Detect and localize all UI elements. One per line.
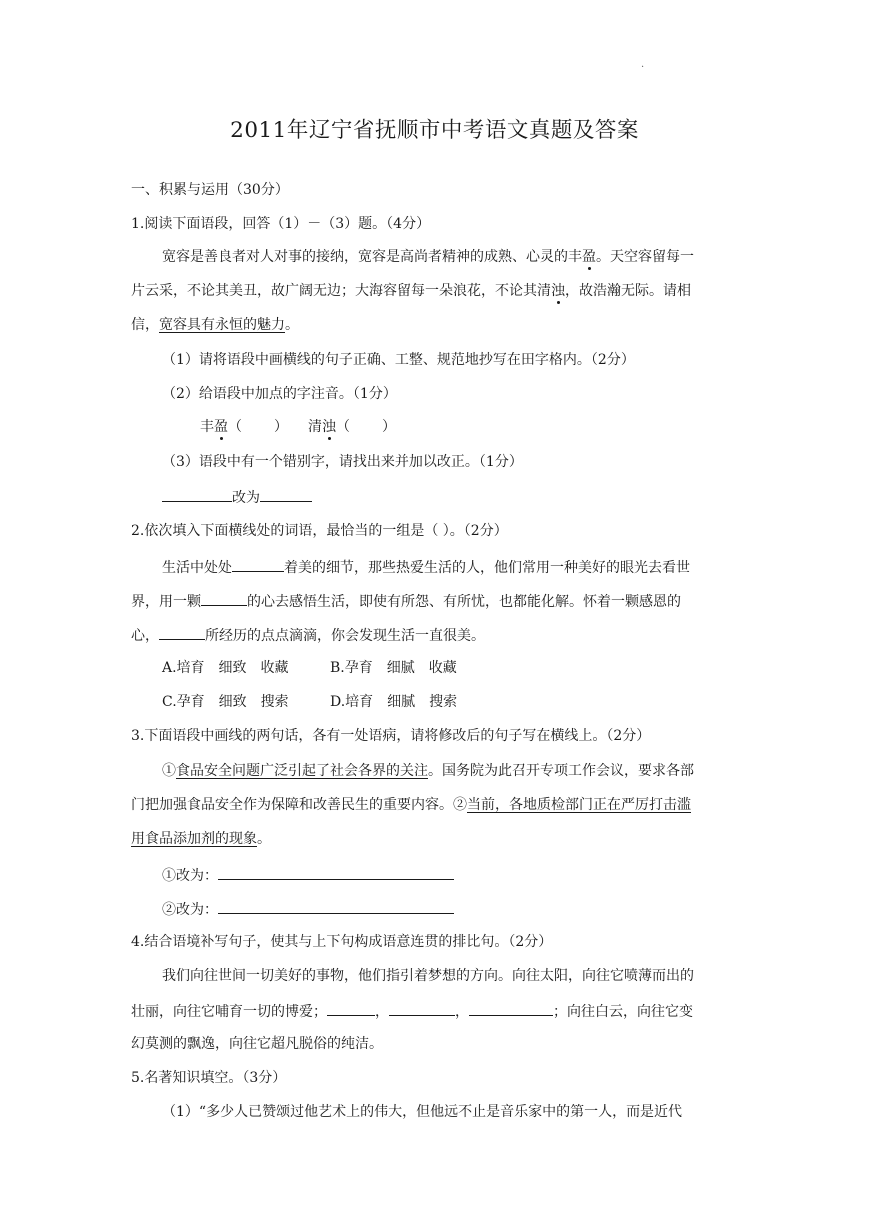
q1-passage-text: 宽容是善良者对人对事的接纳，宽容是高尚者精神的成熟、心灵的丰: [162, 249, 582, 265]
answer-blank[interactable]: [327, 1000, 375, 1016]
q1-sub1: （1）请将语段中画横线的句子正确、工整、规范地抄写在田字格内。（2分）: [162, 352, 635, 368]
dotted-char: 浊: [551, 283, 565, 299]
paren-close: ）: [274, 419, 288, 435]
q4-stem: 4.结合语境补写句子，使其与上下句构成语意连贯的排比句。（2分）: [131, 934, 553, 950]
answer-blank[interactable]: [162, 486, 232, 502]
corner-mark: ·: [641, 62, 645, 73]
q1-passage-line3: [131, 315, 299, 335]
q2-passage-line3: [131, 624, 485, 646]
q2-option-a[interactable]: A.培育 细致 收藏: [162, 660, 289, 676]
q4-text: ；向往白云，向往它变: [553, 1004, 693, 1020]
dotted-char: 盈: [214, 419, 228, 435]
q1-passage-text: 信，: [131, 317, 159, 333]
answer-blank[interactable]: [232, 556, 284, 572]
paren-open: （: [228, 419, 242, 435]
answer-blank[interactable]: [159, 624, 205, 640]
pinyin-word: 清: [308, 419, 322, 435]
q4-passage-line2: [131, 1000, 693, 1022]
q1-correction-row: [162, 486, 312, 508]
underlined-sentence: 宽容具有永恒的魅力: [159, 317, 285, 333]
underlined-sentence: 食品安全问题广泛引起了社会各界的关注: [176, 763, 428, 779]
q2-passage-line1: [162, 556, 690, 578]
paren-open: （: [336, 419, 350, 435]
q3-stem: [131, 726, 650, 746]
q4-text: 壮丽，向往它哺育一切的博爱；: [131, 1004, 327, 1020]
q1-passage-line2: [131, 281, 691, 301]
answer-blank[interactable]: [469, 1000, 553, 1016]
section-heading: 一、积累与运用（30分）: [131, 182, 289, 198]
q3-fix2-row: [162, 898, 454, 920]
underlined-sentence: 用食品添加剂的现象: [131, 831, 257, 847]
answer-line[interactable]: [218, 864, 454, 880]
q4-passage-line1: 我们向往世间一切美好的事物，他们指引着梦想的方向。向往太阳，向往它喷薄而出的: [162, 968, 694, 984]
q2-option-b[interactable]: B.孕育 细腻 收藏: [330, 660, 457, 676]
q1-sub3: （3）语段中有一个错别字，请找出来并加以改正。（1分）: [162, 454, 523, 470]
q3-text: ①: [162, 763, 176, 779]
q1-sub2: （2）给语段中加点的字注音。（1分）: [162, 386, 397, 402]
q3-text: 。: [257, 831, 271, 847]
pinyin-blanks: [200, 417, 396, 437]
page-title: 2011年辽宁省抚顺市中考语文真题及答案: [230, 118, 639, 143]
underlined-sentence: 当前，各地质检部门正在严厉打击滥: [467, 797, 691, 813]
q1-stem: 1.阅读下面语段，回答（1）－（3）题。（4分）: [131, 216, 431, 232]
q2-text: 生活中处处: [162, 560, 232, 576]
q5-sub1: （1）“多少人已赞颂过他艺术上的伟大，但他远不止是音乐家中的第一人，而是近代: [162, 1104, 683, 1120]
answer-blank[interactable]: [389, 1000, 455, 1016]
q2-text: 的心去感悟生活，即使有所怨、有所忧，也都能化解。怀着一颗感恩的: [247, 594, 681, 610]
q2-passage-line2: [131, 590, 681, 612]
q3-passage-line2: [131, 795, 691, 815]
q2-text: 所经历的点点滴滴，你会发现生活一直很美。: [205, 628, 485, 644]
answer-blank[interactable]: [201, 590, 247, 606]
q3-text: 门把加强食品安全作为保障和改善民生的重要内容。②: [131, 797, 467, 813]
q3-stem-text: 3.下面语段中画线的两句话，各有一处语病，请将修改后的句子写在横线上。（2分: [131, 728, 637, 744]
q3-passage-line3: [131, 829, 271, 849]
q2-text: 着美的细节，那些热爱生活的人，他们常用一种美好的眼光去看世: [284, 560, 690, 576]
q2-text: 心，: [131, 628, 159, 644]
q4-passage-line3: 幻莫测的飘逸，向往它超凡脱俗的纯洁。: [131, 1036, 383, 1052]
q2-text: 界，用一颗: [131, 594, 201, 610]
pinyin-word: 丰: [200, 419, 214, 435]
dotted-char: 盈: [582, 249, 596, 265]
fix-label: ①改为：: [162, 868, 218, 884]
q3-stem-text: ）: [636, 728, 651, 744]
q3-passage-line1: [162, 761, 694, 781]
dotted-char: 浊: [322, 419, 336, 435]
q1-passage-text: 片云采，不论其美丑，故广阔无边；大海容留每一朵浪花，不论其清: [131, 283, 551, 299]
q5-stem: 5.名著知识填空。（3分）: [131, 1070, 287, 1086]
q4-text: ，: [375, 1004, 389, 1020]
q2-option-d[interactable]: D.培育 细腻 搜索: [330, 694, 458, 710]
q3-text: 。国务院为此召开专项工作会议，要求各部: [428, 763, 694, 779]
q1-passage-text: 。天空容留每一: [596, 249, 694, 265]
q2-option-c[interactable]: C.孕育 细致 搜索: [162, 694, 289, 710]
answer-line[interactable]: [218, 898, 454, 914]
q1-passage-text: ，故浩瀚无际。请相: [565, 283, 691, 299]
answer-blank[interactable]: [260, 486, 312, 502]
q3-fix1-row: [162, 864, 454, 886]
q1-passage-line1: [162, 247, 694, 267]
paren-close: ）: [382, 419, 396, 435]
q2-stem: 2.依次填入下面横线处的词语，最恰当的一组是（ ）。（2分）: [131, 523, 508, 539]
q1-passage-text: 。: [285, 317, 299, 333]
correction-label: 改为: [232, 490, 260, 506]
q4-text: ，: [455, 1004, 469, 1020]
fix-label: ②改为：: [162, 902, 218, 918]
